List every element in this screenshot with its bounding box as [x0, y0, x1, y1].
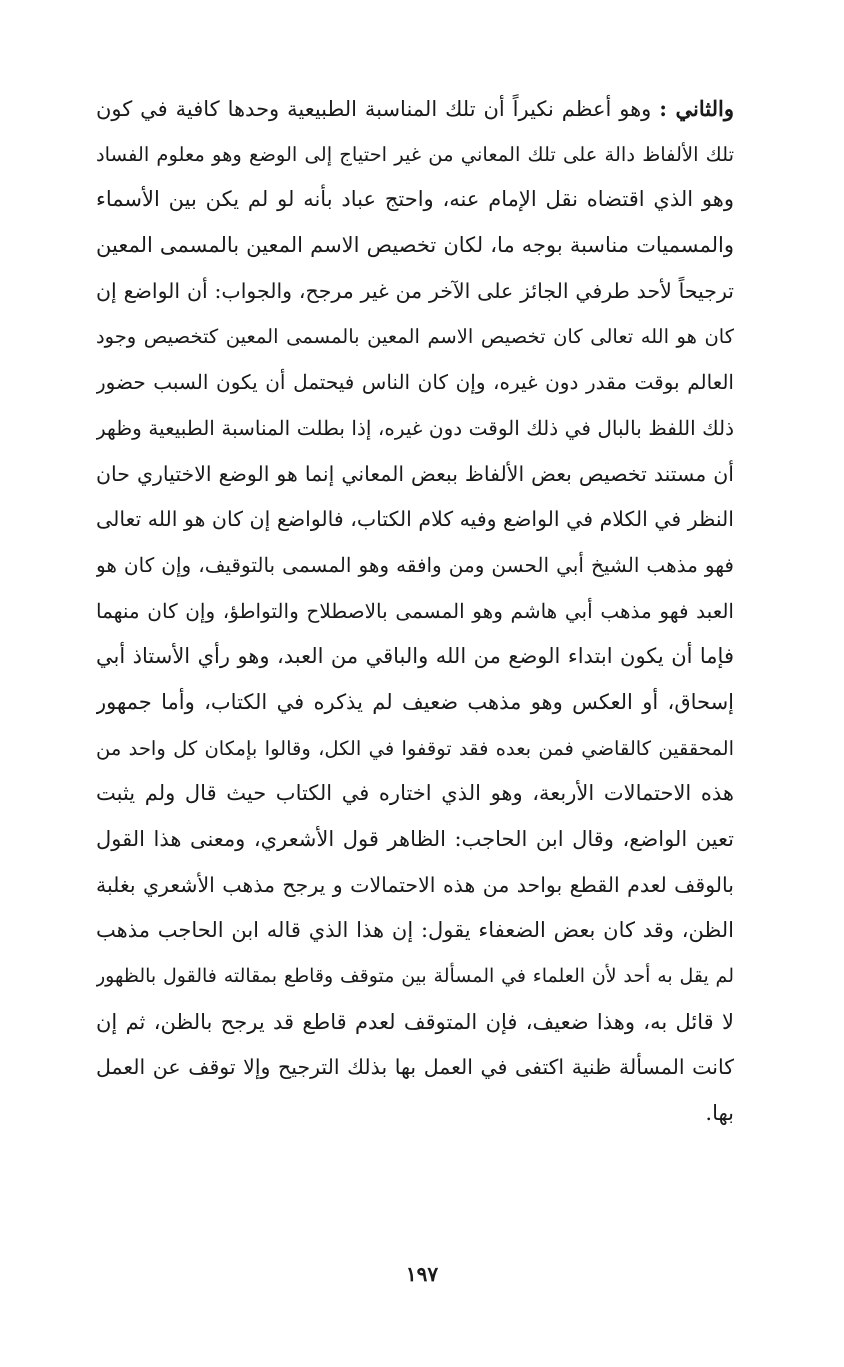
text-line: الظن، وقد كان بعض الضعفاء يقول: إن هذا الذي قاله ابن الحاجب مذهب	[96, 918, 734, 943]
text-line: تعين الواضع، وقال ابن الحاجب: الظاهر قول الأشعري، ومعنى هذا القول	[96, 827, 734, 851]
section-lead: والثاني :	[659, 96, 734, 121]
text-line: النظر في الكلام في الواضع وفيه كلام الكتاب، فالواضع إن كان هو الله تعالى	[96, 507, 734, 532]
text-line: لم يقل به أحد لأن العلماء في المسألة بين متوقف وقاطع بمقالته فالقول بالظهور	[96, 965, 734, 988]
page-number: ١٩٧	[405, 1262, 439, 1286]
text-line: كانت المسألة ظنية اكتفى في العمل بها بذلك الترجيح وإلا توقف عن العمل	[96, 1055, 734, 1080]
text-line: ذلك اللفظ بالبال في ذلك الوقت دون غيره، إذا بطلت المناسبة الطبيعية وظهر	[96, 415, 734, 440]
text-line: إسحاق، أو العكس وهو مذهب ضعيف لم يذكره في الكتاب، وأما جمهور	[96, 689, 734, 714]
text-line: كان هو الله تعالى كان تخصيص الاسم المعين بالمسمى المعين كتخصيص وجود	[96, 325, 734, 349]
text-line: العالم بوقت مقدر دون غيره، وإن كان الناس فيحتمل أن يكون السبب حضور	[96, 370, 734, 395]
text-line: هذه الاحتمالات الأربعة، وهو الذي اختاره في الكتاب حيث قال ولم يثبت	[96, 781, 734, 806]
text-line: لا قائل به، وهذا ضعيف، فإن المتوقف لعدم قاطع قد يرجح بالظن، ثم إن	[96, 1009, 734, 1034]
text-line: أن مستند تخصيص بعض الألفاظ ببعض المعاني إنما هو الوضع الاختياري حان	[96, 461, 734, 486]
text-line: فإما أن يكون ابتداء الوضع من الله والباقي من العبد، وهو رأي الأستاذ أبي	[96, 644, 734, 669]
text-line	[96, 86, 734, 132]
first-line-text: وهو أعظم نكيراً أن تلك المناسبة الطبيعية وحدها كافية في كون	[96, 97, 652, 121]
body-text	[96, 86, 734, 1137]
text-line: وهو الذي اقتضاه نقل الإمام عنه، واحتج عباد بأنه لو لم يكن بين الأسماء	[96, 187, 734, 212]
text-line: المحققين كالقاضي فمن بعده فقد توقفوا في الكل، وقالوا بإمكان كل واحد من	[96, 736, 734, 760]
text-line: والمسميات مناسبة بوجه ما، لكان تخصيص الاسم المعين بالمسمى المعين	[96, 233, 734, 258]
text-line: فهو مذهب الشيخ أبي الحسن ومن وافقه وهو المسمى بالتوقيف، وإن كان هو	[96, 552, 734, 577]
text-line: بالوقف لعدم القطع بواحد من هذه الاحتمالات و يرجح مذهب الأشعري بغلبة	[96, 872, 734, 897]
text-line: تلك الألفاظ دالة على تلك المعاني من غير احتياج إلى الوضع وهو معلوم الفساد	[96, 142, 734, 166]
text-line-last: بها.	[705, 1101, 734, 1126]
text-line: العبد فهو مذهب أبي هاشم وهو المسمى بالاصطلاح والتواطؤ، وإن كان منهما	[96, 598, 734, 623]
text-line: ترجيحاً لأحد طرفي الجائز على الآخر من غير مرجح، والجواب: أن الواضع إن	[96, 278, 734, 303]
